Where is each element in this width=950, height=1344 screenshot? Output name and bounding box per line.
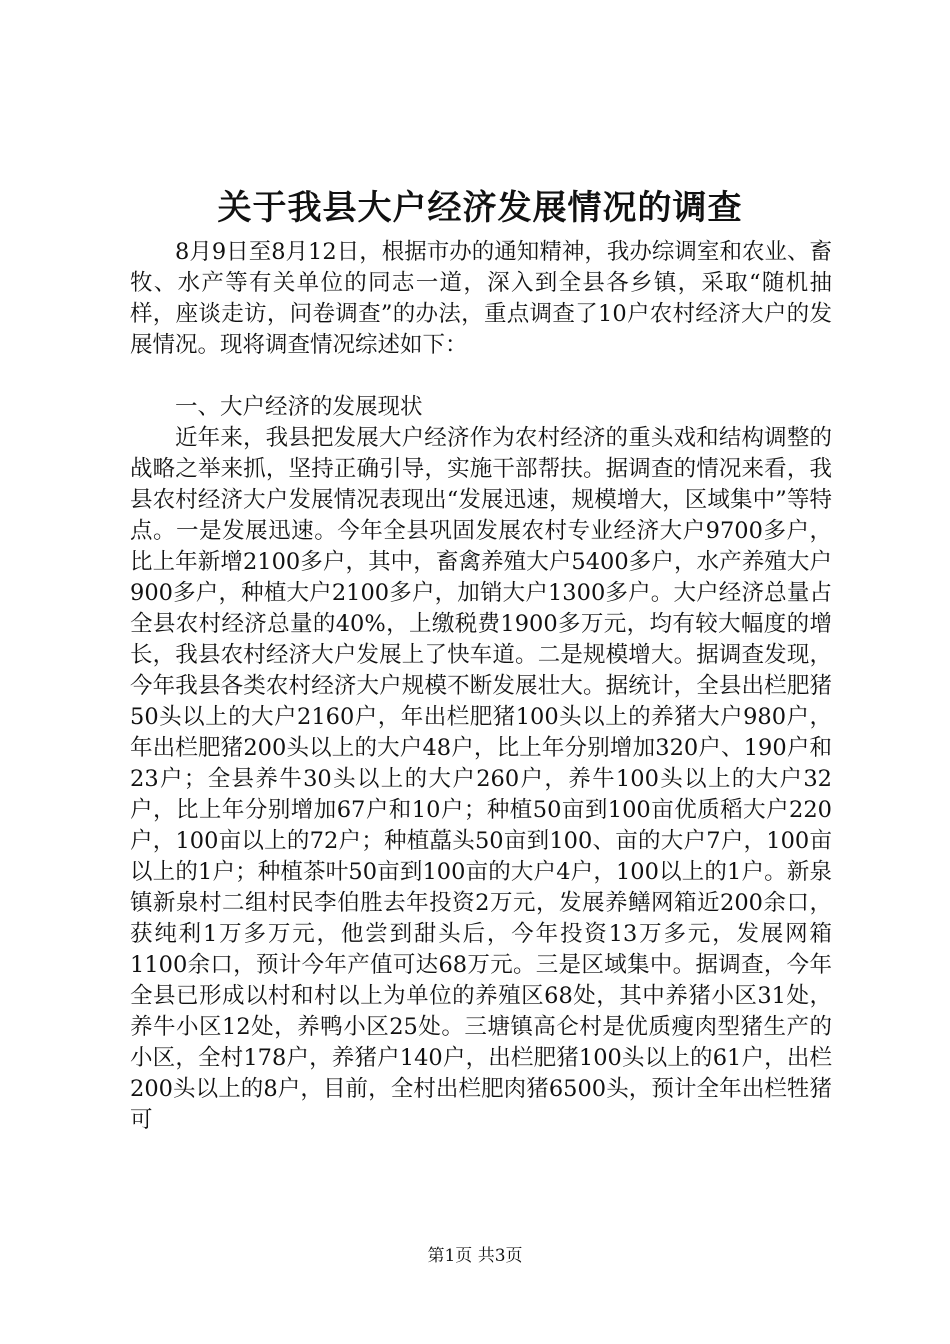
- section-heading: 一、大户经济的发展现状: [175, 394, 423, 420]
- intro-paragraph: 8月9日至8月12日，根据市办的通知精神，我办综调室和农业、畜牧、水产等有关单位的同志一道，深入到全县各乡镇，采取“随机抽样，座谈走访，问卷调查”的办法，重点调查了10户农村经济大户的发展情况。现将调查情况综述如下：: [130, 239, 832, 358]
- page-footer: 第1页 共3页: [427, 1246, 523, 1266]
- section-body-paragraph: 近年来，我县把发展大户经济作为农村经济的重头戏和结构调整的战略之举来抓，坚持正确引导，实施干部帮扶。据调查的情况来看，我县农村经济大户发展情况表现出“发展迅速，规模增大，区域集中”等特点。一是发展迅速。今年全县巩固发展农村专业经济大户9700多户，比上年新增2100多户，其中，畜禽养殖大户5400多户，水产养殖大户900多户，种植大户2100多户，加销大户1300多户。大户经济总量占全县农村经济总量的40%，上缴税费1900多万元，均有较大幅度的增长，我县农村经济大户发展上了快车道。二是规模增大。据调查发现，今年我县各类农村经济大户规模不断发展壮大。据统计，全县出栏肥猪50头以上的大户2160户，年出栏肥猪100头以上的养猪大户980户，年出栏肥猪200头以上的大户48户，比上年分别增加320户、190户和23户；全县养牛30头以上的大户260户，养牛100头以上的大户32户，比上年分别增加67户和10户；种植50亩到100亩优质稻大户220户，100亩以上的72户；种植藠头50亩到100、亩的大户7户，100亩以上的1户；种植茶叶50亩到100亩的大户4户，100以上的1户。新泉镇新泉村二组村民李伯胜去年投资2万元，发展养鳝网箱近200余口，获纯利1万多万元，他尝到甜头后，今年投资13万多元，发展网箱1100余口，预计今年产值可达68万元。三是区域集中。据调查，今年全县已形成以村和村以上为单位的养殖区68处，其中养猪小区31处，养牛小区12处，养鸭小区25处。三塘镇高仑村是优质瘦肉型猪生产的小区，全村178户，养猪户140户，出栏肥猪100头以上的61户，出栏200头以上的8户，目前，全村出栏肥肉猪6500头，预计全年出栏牲猪可: [130, 425, 832, 1133]
- document-title: 关于我县大户经济发展情况的调查: [217, 188, 743, 228]
